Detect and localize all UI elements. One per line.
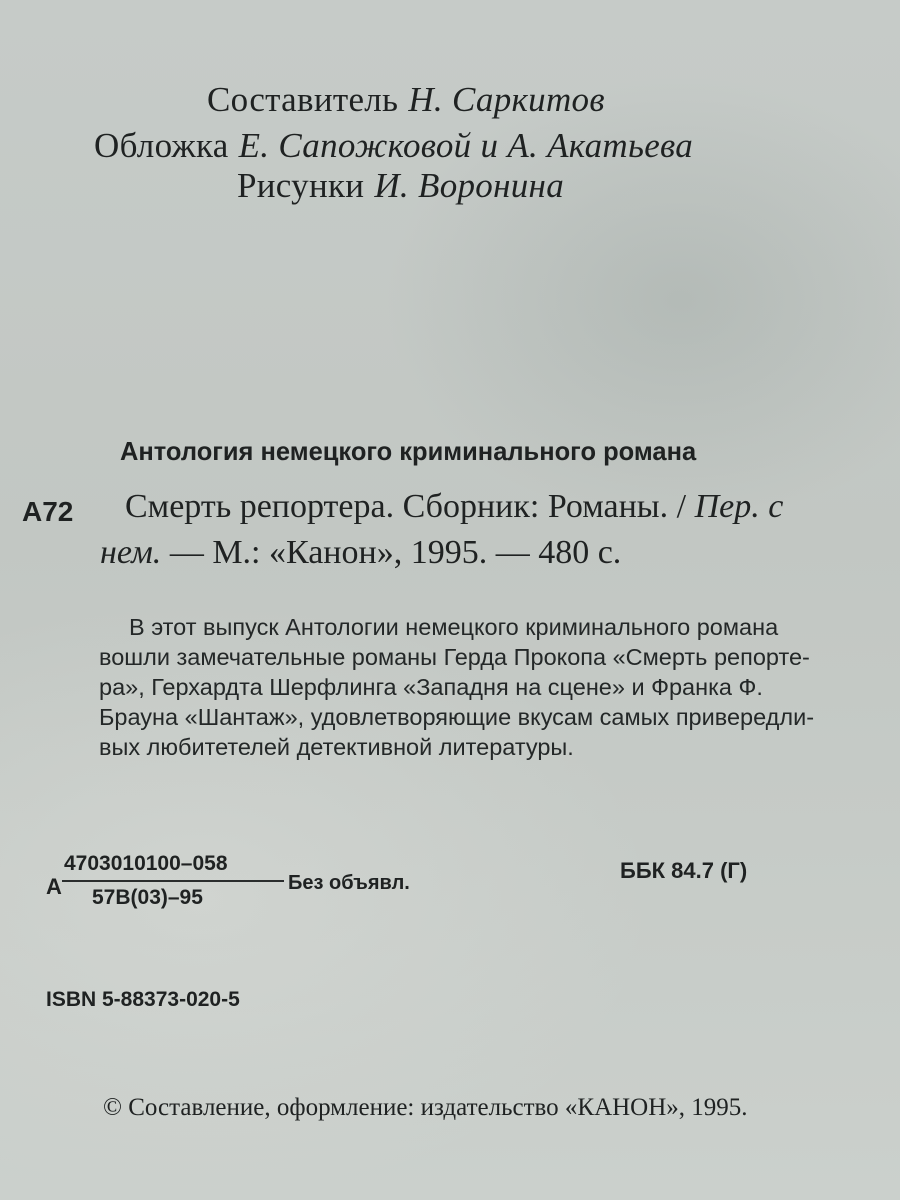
annotation-line: вых любитетелей детективной литературы. [99, 734, 574, 760]
fraction-divider [62, 880, 284, 882]
drawings-name: И. Воронина [374, 166, 565, 205]
annotation-line: В этот выпуск Антологии немецкого криминального романа [129, 614, 779, 640]
drawings-label: Рисунки [237, 166, 365, 205]
catalog-entry-line-1 [125, 488, 783, 526]
translation-note: Пер. с [694, 488, 784, 525]
no-announcement-note: Без объявл. [288, 872, 410, 894]
annotation-line: ра», Герхардта Шерфлинга «Западня на сцене» и Франка Ф. [99, 674, 763, 700]
cover-label: Обложка [94, 126, 229, 165]
catalog-entry-line-2 [100, 534, 621, 572]
translation-note-cont: нем. [100, 534, 162, 571]
fraction-numerator: 4703010100–058 [64, 852, 228, 875]
annotation-line: Брауна «Шантаж», удовлетворяющие вкусам самых привередли- [99, 704, 815, 730]
fraction-letter: А [46, 874, 62, 899]
publisher-details: — М.: «Канон», 1995. — 480 с. [169, 534, 622, 571]
book-title-text: Смерть репортера. Сборник: Романы. / [125, 488, 687, 525]
compiler-name: Н. Саркитов [408, 80, 605, 119]
annotation-paragraph [99, 612, 829, 762]
fraction-denominator: 57В(03)–95 [92, 886, 203, 909]
compiler-label: Составитель [207, 80, 399, 119]
isbn: ISBN 5-88373-020-5 [46, 988, 240, 1011]
copyright-line: © Составление, оформление: издательство «КАНОН», 1995. [103, 1094, 748, 1121]
annotation-line: вошли замечательные романы Герда Прокопа «Смерть репорте- [99, 644, 810, 670]
cover-names: Е. Сапожковой и А. Акатьева [238, 126, 694, 165]
drawings-credit [237, 166, 564, 206]
compiler-credit [207, 80, 605, 120]
bbk-code: ББК 84.7 (Г) [620, 858, 748, 883]
catalog-code: А72 [22, 496, 74, 527]
anthology-title: Антология немецкого криминального романа [120, 436, 697, 466]
cover-credit [94, 126, 693, 166]
